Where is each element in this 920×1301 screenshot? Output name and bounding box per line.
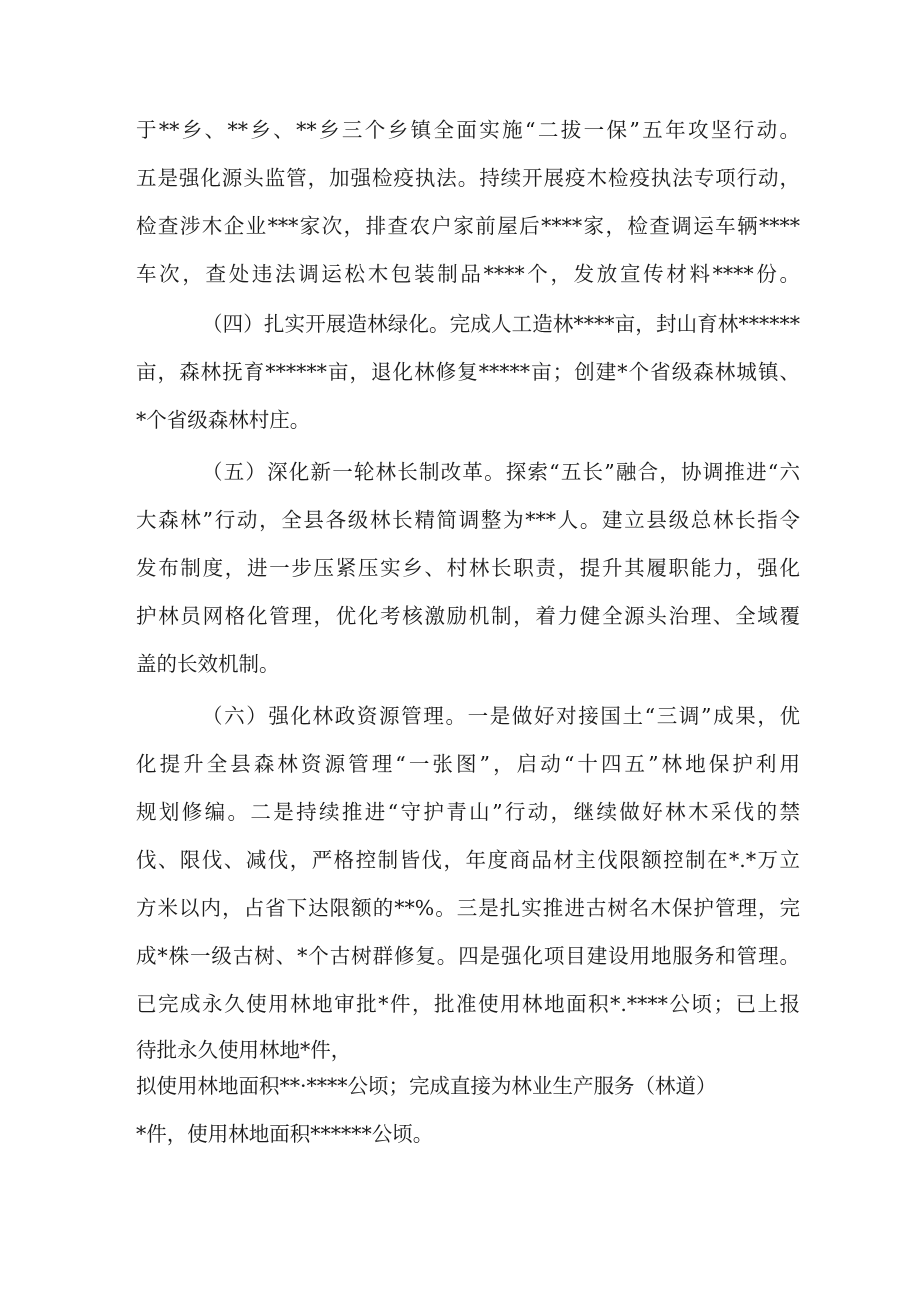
text-line: 发布制度，进一步压紧压实乡、村林长职责，提升其履职能力，强化 [136,556,800,580]
text-line: 待批永久使用林地*件， [136,1038,352,1062]
text-line: *件，使用林地面积******公顷。 [136,1122,434,1146]
text-line: *个省级森林村庄。 [136,408,311,432]
text-line: 规划修编。二是持续推进“守护青山”行动，继续做好林木采伐的禁 [136,800,800,824]
section-heading-6: （六）强化林政资源管理。一是做好对接国土“三调”成果，优 [202,704,800,728]
text-line: 检查涉木企业***家次，排查农户家前屋后****家，检查调运车辆**** [136,214,800,238]
text-line: 伐、限伐、减伐，严格控制皆伐，年度商品材主伐限额控制在*.*万立 [136,848,800,872]
text-line: 护林员网格化管理，优化考核激励机制，着力健全源头治理、全域覆 [136,604,800,628]
text-line: 化提升全县森林资源管理“一张图”，启动“十四五”林地保护利用 [136,752,800,776]
text-line: 亩，森林抚育******亩，退化林修复*****亩；创建*个省级森林城镇、 [136,360,800,384]
text-line: 车次，查处违法调运松木包装制品****个，发放宣传材料****份。 [136,262,800,286]
text-line: 方米以内，占省下达限额的**%。三是扎实推进古树名木保护管理，完 [136,896,800,920]
text-line: 于**乡、**乡、**乡三个乡镇全面实施“二拔一保”五年攻坚行动。 [136,118,800,142]
text-line: 成*株一级古树、*个古树群修复。四是强化项目建设用地服务和管理。 [136,944,800,968]
section-heading-4: （四）扎实开展造林绿化。完成人工造林****亩，封山育林****** [202,312,800,336]
text-line: 拟使用林地面积**·****公顷；完成直接为林业生产服务（林道） [136,1074,717,1098]
text-line: 盖的长效机制。 [136,652,280,676]
text-line: 大森林”行动，全县各级林长精简调整为***人。建立县级总林长指令 [136,508,800,532]
section-heading-5: （五）深化新一轮林长制改革。探索“五长”融合，协调推进“六 [202,460,800,484]
text-line: 五是强化源头监管，加强检疫执法。持续开展疫木检疫执法专项行动， [136,166,800,190]
text-line: 已完成永久使用林地审批*件，批准使用林地面积*.****公顷；已上报 [136,992,800,1016]
